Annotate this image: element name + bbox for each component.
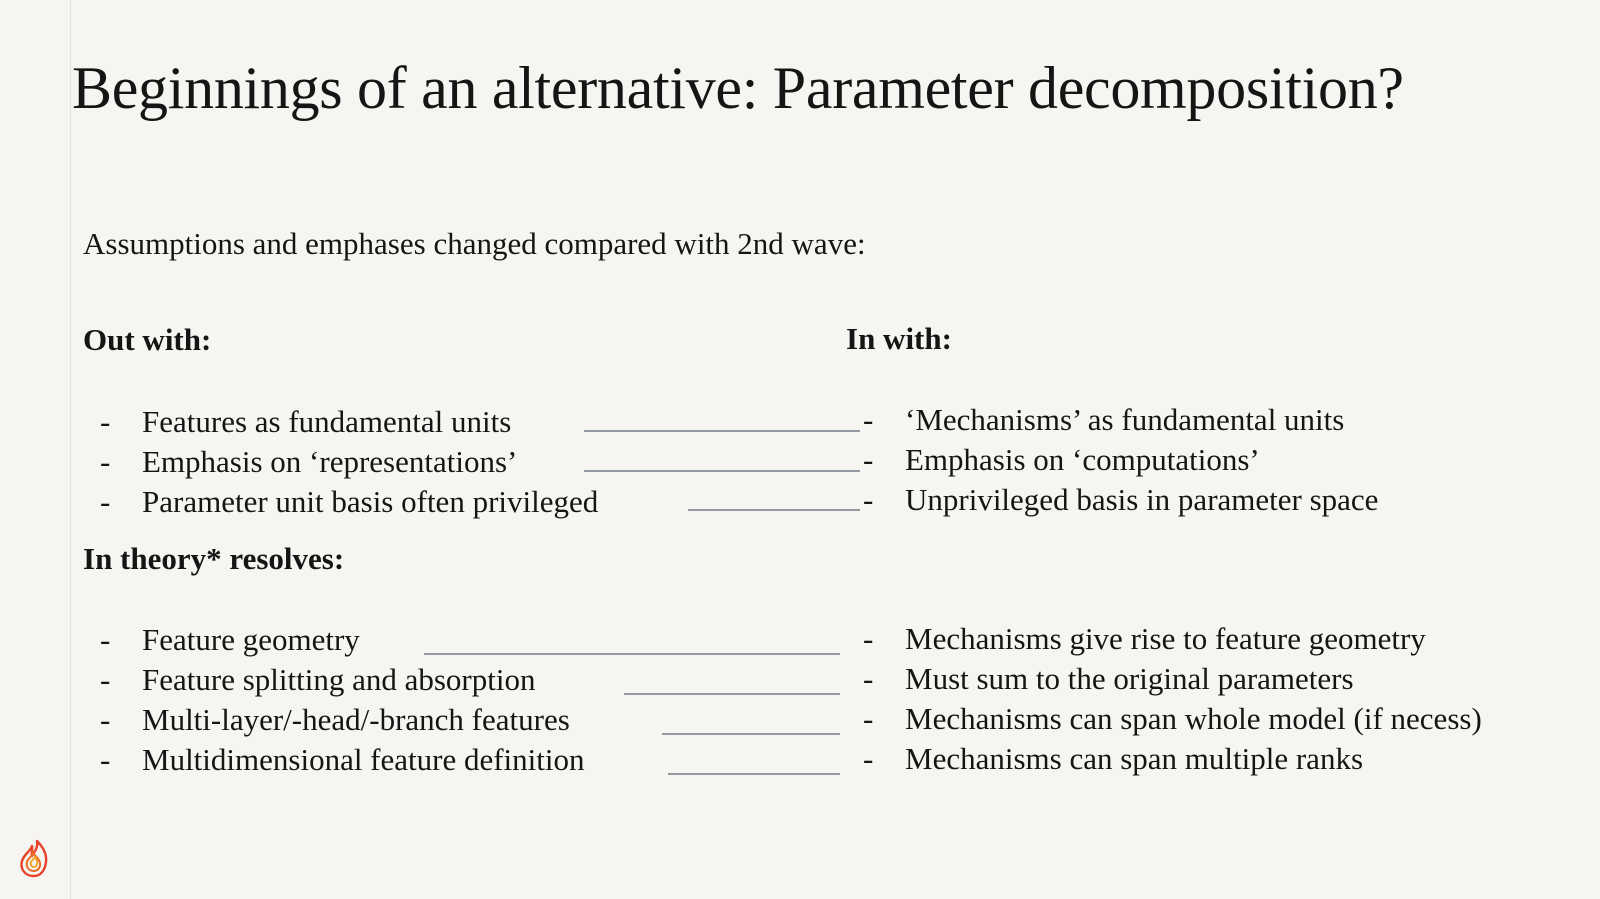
- list-item: [863, 739, 1593, 779]
- resolves-heading: In theory* resolves:: [83, 541, 345, 576]
- bullet-dash: -: [863, 741, 874, 776]
- list-item: [100, 620, 700, 660]
- list-item: [863, 659, 1593, 699]
- slide-title: Beginnings of an alternative: Parameter decomposition?: [72, 55, 1404, 121]
- bullet-dash: -: [863, 661, 874, 696]
- list-item-text: Features as fundamental units: [142, 404, 512, 439]
- list-item: [863, 699, 1593, 739]
- in-with-heading: In with:: [846, 321, 952, 356]
- list-item-text: Feature geometry: [142, 622, 360, 657]
- list-item: [863, 400, 1563, 440]
- out-with-heading: Out with:: [83, 322, 212, 357]
- bullet-dash: -: [863, 402, 874, 437]
- list-item: [100, 402, 700, 442]
- bullet-dash: -: [100, 484, 111, 519]
- resolution-list: [863, 619, 1593, 779]
- list-item: [100, 740, 700, 780]
- bullet-dash: -: [863, 621, 874, 656]
- list-item-text: Mechanisms can span whole model (if necess): [905, 701, 1482, 736]
- bullet-dash: -: [100, 662, 111, 697]
- flame-spiral-logo: [16, 836, 52, 880]
- list-item: [100, 700, 700, 740]
- bullet-dash: -: [100, 622, 111, 657]
- out-with-list: [100, 402, 700, 522]
- list-item-text: ‘Mechanisms’ as fundamental units: [905, 402, 1345, 437]
- list-item-text: Emphasis on ‘representations’: [142, 444, 518, 479]
- list-item-text: Emphasis on ‘computations’: [905, 442, 1260, 477]
- slide-margin-rule: [70, 0, 71, 899]
- resolves-list: [100, 620, 700, 780]
- list-item-text: Multidimensional feature definition: [142, 742, 585, 777]
- bullet-dash: -: [863, 701, 874, 736]
- list-item: [100, 442, 700, 482]
- bullet-dash: -: [100, 444, 111, 479]
- bullet-dash: -: [100, 742, 111, 777]
- list-item-text: Mechanisms give rise to feature geometry: [905, 621, 1426, 656]
- list-item-text: Mechanisms can span multiple ranks: [905, 741, 1364, 776]
- in-with-list: [863, 400, 1563, 520]
- list-item: [863, 480, 1563, 520]
- list-item-text: Unprivileged basis in parameter space: [905, 482, 1379, 517]
- list-item: [863, 619, 1593, 659]
- bullet-dash: -: [100, 404, 111, 439]
- list-item-text: Multi-layer/-head/-branch features: [142, 702, 570, 737]
- list-item-text: Parameter unit basis often privileged: [142, 484, 599, 519]
- list-item: [863, 440, 1563, 480]
- list-item: [100, 660, 700, 700]
- bullet-dash: -: [863, 482, 874, 517]
- bullet-dash: -: [863, 442, 874, 477]
- list-item-text: Must sum to the original parameters: [905, 661, 1354, 696]
- bullet-dash: -: [100, 702, 111, 737]
- list-item-text: Feature splitting and absorption: [142, 662, 536, 697]
- list-item: [100, 482, 700, 522]
- slide-subtitle: Assumptions and emphases changed compared with 2nd wave:: [83, 226, 866, 261]
